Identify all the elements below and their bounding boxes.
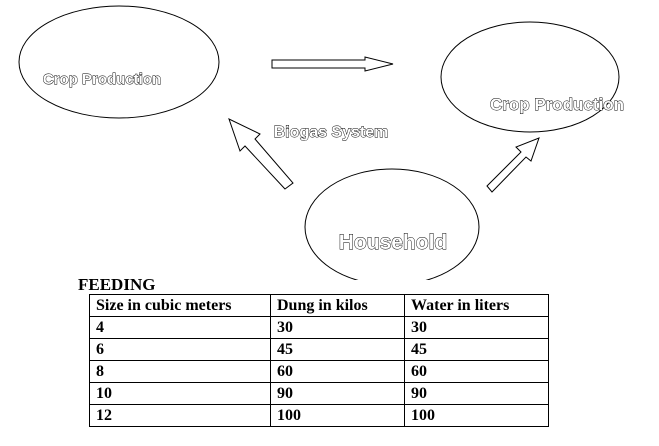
biogas-system-label: Biogas System	[273, 124, 389, 141]
table-row	[90, 317, 549, 339]
cell-size: 10	[90, 383, 271, 405]
header-dung: Dung in kilos	[271, 295, 405, 317]
cell-dung: 30	[271, 317, 405, 339]
arrow-up-right-icon	[487, 138, 539, 192]
household-label: Household	[338, 231, 448, 254]
cell-water: 45	[405, 339, 549, 361]
cell-size: 8	[90, 361, 271, 383]
cell-dung: 60	[271, 361, 405, 383]
cell-dung: 90	[271, 383, 405, 405]
crop-production-node-left	[19, 6, 219, 118]
cell-size: 6	[90, 339, 271, 361]
cell-dung: 100	[271, 405, 405, 427]
table-row	[90, 405, 549, 427]
crop-production-node-right	[441, 22, 619, 132]
table-row	[90, 361, 549, 383]
feeding-title: FEEDING	[78, 275, 156, 294]
cell-dung: 45	[271, 339, 405, 361]
table-row	[90, 339, 549, 361]
table-row	[90, 383, 549, 405]
crop-production-label-right: Crop Production	[489, 95, 625, 114]
header-size: Size in cubic meters	[90, 295, 271, 317]
cell-size: 4	[90, 317, 271, 339]
cell-water: 60	[405, 361, 549, 383]
table-header-row	[90, 295, 549, 317]
household-node	[305, 169, 479, 280]
cell-water: 30	[405, 317, 549, 339]
cell-size: 12	[90, 405, 271, 427]
arrow-right-icon	[272, 57, 393, 71]
cell-water: 100	[405, 405, 549, 427]
header-water: Water in liters	[405, 295, 549, 317]
cell-water: 90	[405, 383, 549, 405]
feeding-table	[89, 294, 549, 427]
crop-production-label-left: Crop Production	[42, 71, 162, 88]
